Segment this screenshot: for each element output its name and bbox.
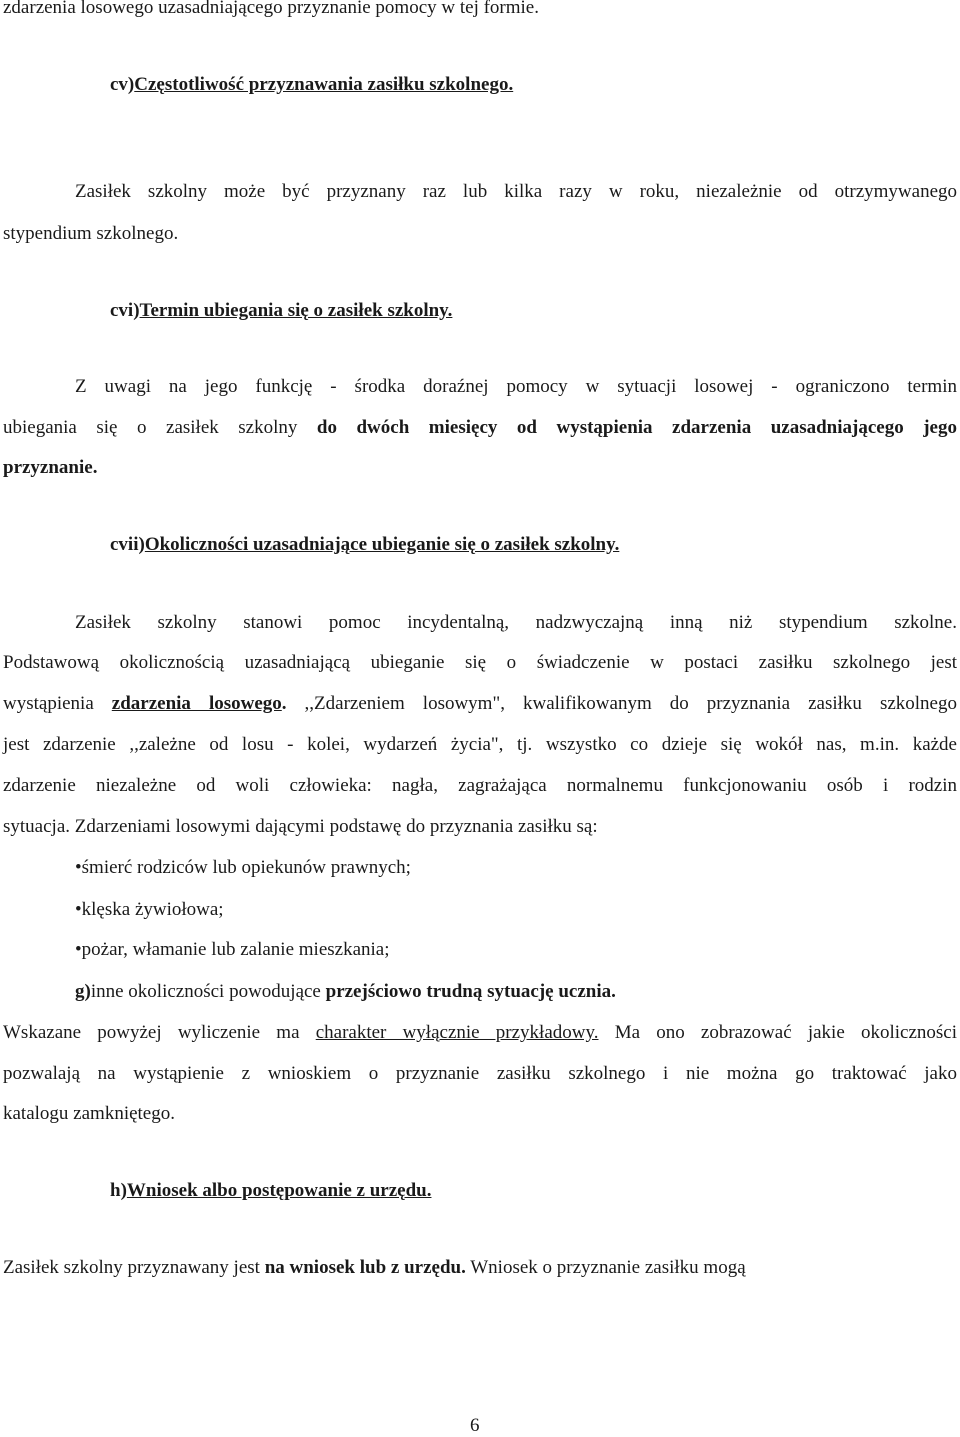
paragraph-line: przyznanie. xyxy=(3,457,98,478)
page-number: 6 xyxy=(470,1415,480,1436)
paragraph-line: Zasiłek szkolny stanowi pomoc incydentalną, nadzwyczajną inną niż stypendium szkolne. xyxy=(75,612,957,633)
text-line: zdarzenia losowego uzasadniającego przyznanie pomocy w tej formie. xyxy=(3,0,539,18)
paragraph-line: Wskazane powyżej wyliczenie ma charakter wyłącznie przykładowy. Ma ono zobrazować jakie okoliczności xyxy=(3,1022,957,1043)
section-heading-circumstances: cvii)Okoliczności uzasadniające ubieganie się o zasiłek szkolny. xyxy=(110,534,620,555)
list-item: •śmierć rodziców lub opiekunów prawnych; xyxy=(75,857,411,878)
paragraph-line: katalogu zamkniętego. xyxy=(3,1103,175,1124)
bullet-icon: • xyxy=(75,939,82,960)
paragraph-line: Podstawową okolicznością uzasadniającą ubieganie się o świadczenie w postaci zasiłku szkolnego jest xyxy=(3,652,957,673)
list-item: g)inne okoliczności powodujące przejściowo trudną sytuację ucznia. xyxy=(75,981,616,1002)
list-item: •pożar, włamanie lub zalanie mieszkania; xyxy=(75,939,390,960)
paragraph-line: Z uwagi na jego funkcję - środka doraźnej pomocy w sytuacji losowej - ograniczono termin xyxy=(75,376,957,397)
paragraph-line: pozwalają na wystąpienie z wnioskiem o przyznanie zasiłku szkolnego i nie można go traktować jako xyxy=(3,1063,957,1084)
section-heading-frequency: cv)Częstotliwość przyznawania zasiłku szkolnego. xyxy=(110,74,514,95)
section-heading-application: h)Wniosek albo postępowanie z urzędu. xyxy=(110,1180,432,1201)
paragraph-line: Zasiłek szkolny może być przyznany raz lub kilka razy w roku, niezależnie od otrzymywanego xyxy=(75,181,957,202)
paragraph-line: ubiegania się o zasiłek szkolny do dwóch miesięcy od wystąpienia zdarzenia uzasadniającego jego xyxy=(3,417,957,438)
paragraph-line: stypendium szkolnego. xyxy=(3,223,179,244)
list-item: •klęska żywiołowa; xyxy=(75,899,224,920)
paragraph-line: jest zdarzenie ,,zależne od losu - kolei, wydarzeń życia", tj. wszystko co dzieje się wokół nas, m.in. każde xyxy=(3,734,957,755)
bullet-icon: • xyxy=(75,899,82,920)
paragraph-line: sytuacja. Zdarzeniami losowymi dającymi podstawę do przyznania zasiłku są: xyxy=(3,816,598,837)
paragraph-line: zdarzenie niezależne od woli człowieka: nagła, zagrażająca normalnemu funkcjonowaniu osób i rodzin xyxy=(3,775,957,796)
section-heading-deadline: cvi)Termin ubiegania się o zasiłek szkolny. xyxy=(110,300,453,321)
paragraph-line: Zasiłek szkolny przyznawany jest na wniosek lub z urzędu. Wniosek o przyznanie zasiłku mogą xyxy=(3,1257,746,1278)
bullet-icon: • xyxy=(75,857,82,878)
paragraph-line: wystąpienia zdarzenia losowego. ,,Zdarzeniem losowym", kwalifikowanym do przyznania zasiłku szkolnego xyxy=(3,693,957,714)
